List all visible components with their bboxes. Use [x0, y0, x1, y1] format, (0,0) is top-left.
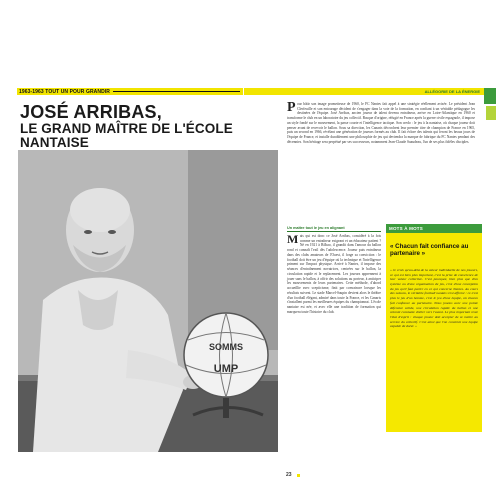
- header-bar-right: [244, 88, 484, 95]
- article-body-column: [287, 234, 381, 314]
- header-section-label: ALLÉGORIE DE LA ÉNERGIE: [424, 89, 480, 94]
- page-edge-tab-secondary: [486, 106, 496, 120]
- article-title: [20, 103, 245, 150]
- ball-text-bottom: UMP: [213, 363, 239, 375]
- photo-illustration: [18, 150, 278, 452]
- body-text: ais qui est donc ce José Arribas, considéré à la fois comme un entraîneur exigeant et un éducateur patient ? Né en 1921 à Bilbao, il grandit dans l'amour du ballon rond et connaît l'exil dès l'adolescence. Joueur puis entraîneur dans des clubs amateurs de l'Ouest, il forge sa conviction : le football doit être un jeu d'équipe où la technique et l'intelligence priment sur l'impact physique. Arrivé à Nantes, il impose des séances d'entraînement novatrices, centrées sur le ballon, la circulation rapide et le replacement. Les joueurs apprennent à jouer sans le ballon, à offrir des solutions au porteur, à anticiper les mouvements de leurs partenaires. Cette méthode, d'abord accueillie avec scepticisme, finit par convaincre lorsque les résultats suivent. Le stade Marcel-Saupin devient alors le théâtre d'un football élégant, admiré dans toute la France, et les Canaris s'installent parmi les meilleures équipes du championnat. L'école nantaise est née, et avec elle une tradition de formation qui marquera toute l'histoire du club.: [287, 234, 381, 314]
- header-rule: [113, 91, 240, 92]
- title-line-1: JOSÉ ARRIBAS,: [20, 102, 162, 122]
- article-photo: [18, 150, 278, 452]
- title-line-2: LE GRAND MAÎTRE DE L'ÉCOLE NANTAISE: [20, 120, 233, 151]
- header-bar-left: [17, 88, 243, 95]
- page-number: 23: [286, 472, 292, 478]
- header-years-label: 1963-1963 TOUT UN POUR GRANDIR: [19, 88, 110, 95]
- section-subhead: Un maître tout le jeu en alignant: [287, 226, 381, 232]
- dropcap-intro: P: [287, 100, 296, 115]
- intro-text: our bâtir son image prometteuse de 1960, le FC Nantes fait appel à une stratégie réellement avisée. Le président Jean Clerfeuille et son entourage décident de s'engager dans la voie de la formation, en confiant à un véritable pédagogue les destinées de l'équipe. José Arribas, ancien joueur de talent devenu entraîneur, arrive en Loire-Atlantique en 1960 et transforme le club en un laboratoire du jeu collectif. Basque d'origine, réfugié en France après la guerre civile espagnole, il impose un style fondé sur le mouvement, la passe courte et l'intelligence tactique. Son credo : le jeu à la nantaise, où chaque joueur doit penser avant de recevoir le ballon. Sous sa direction, les Canaris décrochent leur premier titre de champion de France en 1965, puis un second en 1966, révélant une génération de joueurs formés au club. Il fait éclore des talents qui feront les beaux jours de l'équipe de France, et installe durablement une philosophie de jeu qui deviendra la marque de fabrique du FC Nantes pendant des décennies. Son héritage sera perpétué par ses successeurs, notamment Jean-Claude Suaudeau, l'un de ses plus fidèles disciples.: [287, 102, 475, 144]
- dropcap-body: M: [287, 232, 299, 246]
- sidebar-body-text: « Je crois qu'au-delà de la valeur individuelle de nos joueurs, ce qui est bien plus important, c'est la prise de conscience de leur valeur collective. C'est pourquoi, bien plus que d'un système ou d'une organisation de jeu, c'est d'une conception du jeu qu'il faut parler en ce qui concerne Nantes. Au cours des saisons, le véritable football nantais s'est affirmé : ce n'est plus le jeu d'un homme, c'est le jeu d'une équipe, où chacun fait confiance au partenaire. Nous jouons avec une pointe défensive solide, une circulation rapide du ballon et une volonté constante d'aller vers l'avant. Le plus important reste l'état d'esprit : chaque joueur doit accepter de se mettre au service du collectif. C'est ainsi que l'on construit une équipe capable de durer. »: [390, 268, 478, 329]
- page-edge-tab: [484, 88, 496, 104]
- page-number-marker: [297, 474, 300, 477]
- sidebar-heading-bar: [386, 224, 482, 233]
- sidebar-heading: MOTS À MOTS: [389, 226, 423, 231]
- ball-text-top: SOMMS: [208, 342, 244, 352]
- article-intro-column: [287, 102, 475, 145]
- sidebar-quote: « Chacun fait confiance au partenaire »: [390, 243, 469, 258]
